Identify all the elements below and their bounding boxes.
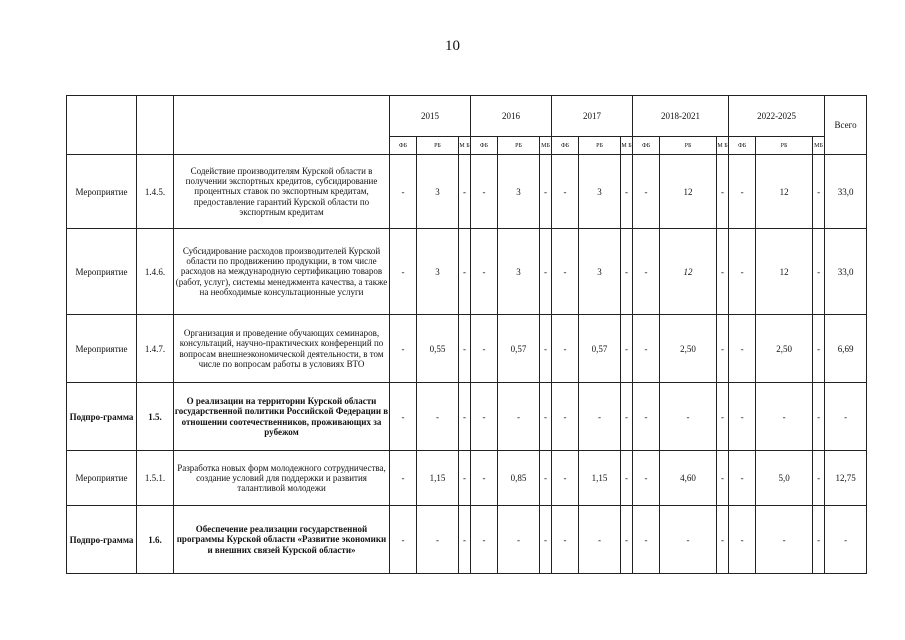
cell-value: - xyxy=(390,383,417,451)
row-type: Мероприятие xyxy=(67,451,137,506)
header-year-2018-2021: 2018-2021 xyxy=(633,96,729,137)
cell-value: - xyxy=(552,229,579,315)
cell-value: 2,50 xyxy=(660,315,717,383)
cell-value: 12 xyxy=(660,229,717,315)
cell-value: - xyxy=(633,229,660,315)
cell-value: - xyxy=(717,506,729,574)
cell-value: - xyxy=(633,383,660,451)
budget-table xyxy=(66,95,867,574)
row-total: 6,69 xyxy=(825,315,867,383)
cell-value: - xyxy=(552,315,579,383)
cell-value: - xyxy=(813,383,825,451)
table-row xyxy=(67,506,867,574)
cell-value: - xyxy=(633,155,660,229)
cell-value: - xyxy=(579,383,621,451)
table-row xyxy=(67,451,867,506)
cell-value: - xyxy=(633,506,660,574)
cell-value: 0,57 xyxy=(579,315,621,383)
subheader-mb: МБ xyxy=(813,137,825,155)
cell-value: - xyxy=(390,315,417,383)
row-total: 33,0 xyxy=(825,155,867,229)
row-total: - xyxy=(825,383,867,451)
row-type: Мероприятие xyxy=(67,315,137,383)
row-code: 1.4.7. xyxy=(137,315,174,383)
subheader-fb: ФБ xyxy=(633,137,660,155)
header-type xyxy=(67,96,137,155)
cell-value: - xyxy=(660,383,717,451)
cell-value: 2,50 xyxy=(756,315,813,383)
cell-value: 12 xyxy=(660,155,717,229)
row-code: 1.5.1. xyxy=(137,451,174,506)
cell-value: - xyxy=(552,383,579,451)
subheader-mb: М Б xyxy=(459,137,471,155)
cell-value: - xyxy=(540,451,552,506)
cell-value: - xyxy=(390,451,417,506)
row-description: Субсидирование расходов производителей Курской области по продвижению продукции, в том числе расходов на международную сертификацию товаров (работ, услуг), системы менеджмента качества, а также на необходимые консультационные услуги xyxy=(174,229,390,315)
page-number: 10 xyxy=(445,38,460,54)
cell-value: - xyxy=(813,315,825,383)
cell-value: - xyxy=(552,451,579,506)
cell-value: - xyxy=(417,506,459,574)
cell-value: - xyxy=(552,506,579,574)
cell-value: 12 xyxy=(756,229,813,315)
row-type: Подпро-грамма xyxy=(67,383,137,451)
cell-value: - xyxy=(459,315,471,383)
cell-value: - xyxy=(660,506,717,574)
cell-value: - xyxy=(471,451,498,506)
cell-value: - xyxy=(729,229,756,315)
cell-value: - xyxy=(540,315,552,383)
cell-value: - xyxy=(717,383,729,451)
table-body xyxy=(67,155,867,574)
cell-value: 3 xyxy=(498,229,540,315)
header-total: Всего xyxy=(825,96,867,155)
cell-value: - xyxy=(471,506,498,574)
cell-value: - xyxy=(390,229,417,315)
cell-value: - xyxy=(540,506,552,574)
cell-value: - xyxy=(498,383,540,451)
cell-value: 1,15 xyxy=(579,451,621,506)
row-code: 1.4.5. xyxy=(137,155,174,229)
subheader-rb: РБ xyxy=(417,137,459,155)
cell-value: - xyxy=(459,383,471,451)
cell-value: - xyxy=(540,155,552,229)
cell-value: - xyxy=(813,229,825,315)
cell-value: - xyxy=(729,315,756,383)
cell-value: - xyxy=(621,383,633,451)
cell-value: - xyxy=(459,506,471,574)
table-row xyxy=(67,155,867,229)
row-type: Мероприятие xyxy=(67,229,137,315)
cell-value: - xyxy=(471,229,498,315)
cell-value: - xyxy=(417,383,459,451)
cell-value: 3 xyxy=(579,155,621,229)
cell-value: - xyxy=(471,315,498,383)
row-code: 1.6. xyxy=(137,506,174,574)
cell-value: 12 xyxy=(756,155,813,229)
table-row xyxy=(67,383,867,451)
cell-value: 5,0 xyxy=(756,451,813,506)
subheader-fb: ФБ xyxy=(390,137,417,155)
cell-value: 4,60 xyxy=(660,451,717,506)
cell-value: 3 xyxy=(417,229,459,315)
row-description: О реализации на территории Курской области государственной политики Российской Федерации в отношении соотечественников, проживающих за рубежом xyxy=(174,383,390,451)
cell-value: - xyxy=(390,155,417,229)
cell-value: - xyxy=(717,229,729,315)
row-description: Организация и проведение обучающих семинаров, консультаций, научно-практических конференций по вопросам внешнеэкономической деятельности, в том числе по вопросам работы в условиях ВТО xyxy=(174,315,390,383)
cell-value: - xyxy=(717,315,729,383)
cell-value: 3 xyxy=(579,229,621,315)
row-total: 12,75 xyxy=(825,451,867,506)
cell-value: - xyxy=(621,506,633,574)
subheader-rb: РБ xyxy=(660,137,717,155)
cell-value: 0,85 xyxy=(498,451,540,506)
cell-value: - xyxy=(756,506,813,574)
row-code: 1.5. xyxy=(137,383,174,451)
cell-value: - xyxy=(813,451,825,506)
subheader-fb: ФБ xyxy=(471,137,498,155)
header-code xyxy=(137,96,174,155)
subheader-mb: М Б xyxy=(621,137,633,155)
cell-value: - xyxy=(621,451,633,506)
cell-value: - xyxy=(390,506,417,574)
cell-value: - xyxy=(633,315,660,383)
subheader-rb: РБ xyxy=(579,137,621,155)
subheader-mb: М Б xyxy=(717,137,729,155)
cell-value: - xyxy=(471,383,498,451)
cell-value: - xyxy=(729,155,756,229)
cell-value: 3 xyxy=(498,155,540,229)
header-desc xyxy=(174,96,390,155)
cell-value: - xyxy=(471,155,498,229)
cell-value: - xyxy=(540,383,552,451)
subheader-mb: МБ xyxy=(540,137,552,155)
cell-value: - xyxy=(813,506,825,574)
cell-value: - xyxy=(579,506,621,574)
header-year-2022-2025: 2022-2025 xyxy=(729,96,825,137)
row-type: Мероприятие xyxy=(67,155,137,229)
cell-value: - xyxy=(540,229,552,315)
cell-value: 0,55 xyxy=(417,315,459,383)
header-year-row xyxy=(67,96,867,137)
cell-value: - xyxy=(552,155,579,229)
row-description: Содействие производителям Курской области в получении экспортных кредитов, субсидирование процентных ставок по экспортным кредитам, предоставление гарантий Курской области по экспортным кредитам xyxy=(174,155,390,229)
row-type: Подпро-грамма xyxy=(67,506,137,574)
subheader-fb: ФБ xyxy=(729,137,756,155)
cell-value: - xyxy=(729,451,756,506)
cell-value: 3 xyxy=(417,155,459,229)
cell-value: - xyxy=(633,451,660,506)
row-total: - xyxy=(825,506,867,574)
cell-value: - xyxy=(459,155,471,229)
cell-value: - xyxy=(621,315,633,383)
cell-value: - xyxy=(756,383,813,451)
cell-value: 0,57 xyxy=(498,315,540,383)
row-total: 33,0 xyxy=(825,229,867,315)
cell-value: - xyxy=(729,383,756,451)
cell-value: - xyxy=(813,155,825,229)
subheader-rb: РБ xyxy=(498,137,540,155)
cell-value: - xyxy=(498,506,540,574)
cell-value: - xyxy=(729,506,756,574)
header-year-2017: 2017 xyxy=(552,96,633,137)
subheader-fb: ФБ xyxy=(552,137,579,155)
header-year-2016: 2016 xyxy=(471,96,552,137)
header-year-2015: 2015 xyxy=(390,96,471,137)
cell-value: - xyxy=(459,229,471,315)
cell-value: - xyxy=(621,229,633,315)
row-description: Разработка новых форм молодежного сотрудничества, создание условий для поддержки и развития талантливой молодежи xyxy=(174,451,390,506)
cell-value: - xyxy=(717,451,729,506)
row-code: 1.4.6. xyxy=(137,229,174,315)
page-bottom-edge xyxy=(0,618,905,619)
cell-value: 1,15 xyxy=(417,451,459,506)
cell-value: - xyxy=(621,155,633,229)
subheader-rb: РБ xyxy=(756,137,813,155)
table-row xyxy=(67,315,867,383)
row-description: Обеспечение реализации государственной программы Курской области «Развитие экономики и внешних связей Курской области» xyxy=(174,506,390,574)
cell-value: - xyxy=(717,155,729,229)
cell-value: - xyxy=(459,451,471,506)
table-row xyxy=(67,229,867,315)
